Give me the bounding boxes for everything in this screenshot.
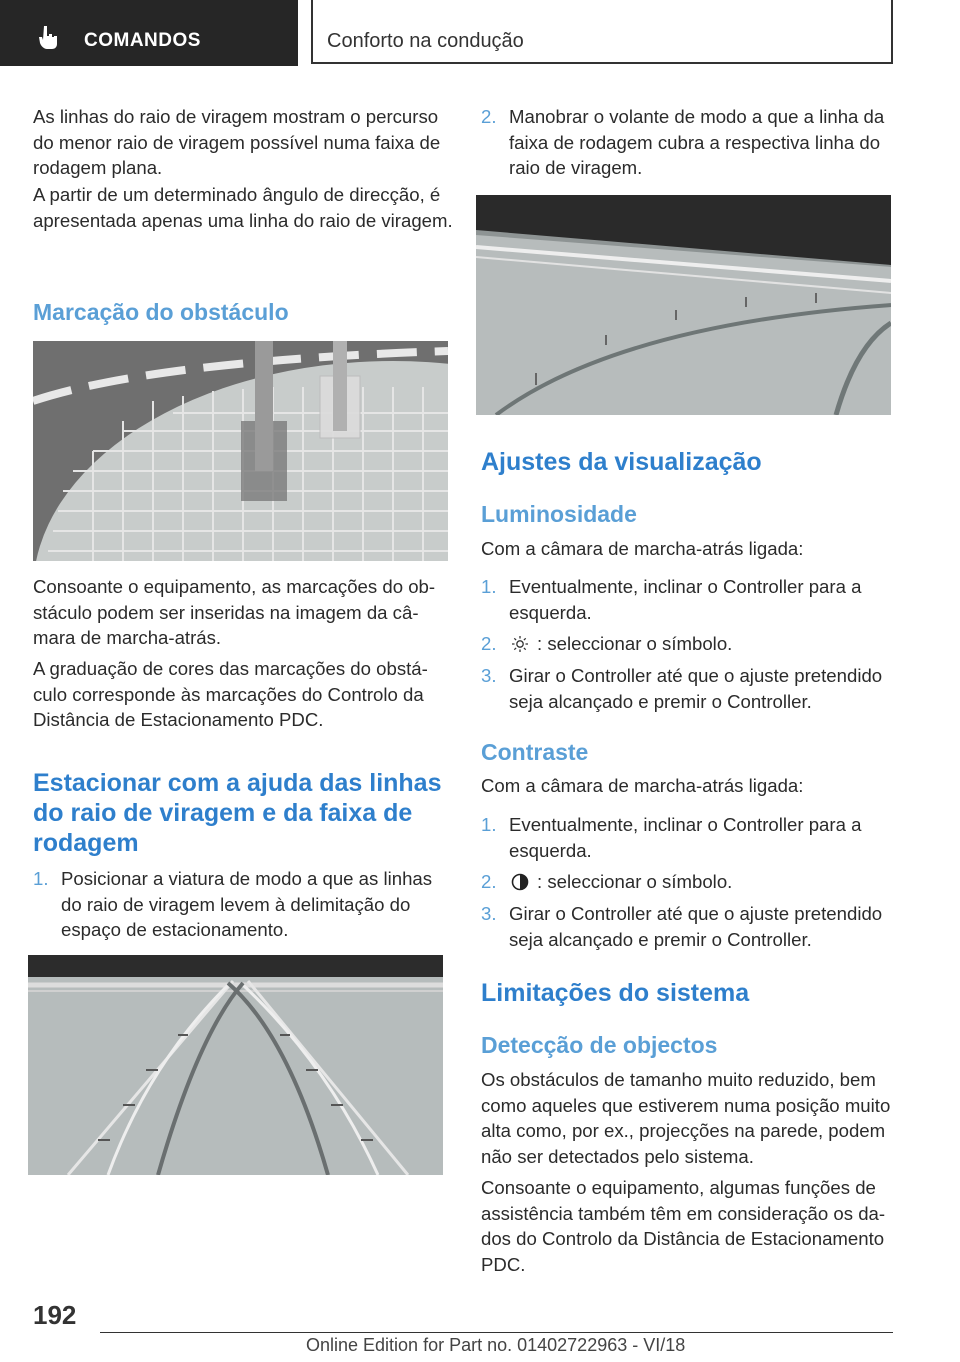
subheading-obstacle: Marcação do obstáculo (33, 299, 289, 325)
paragraph: Os obstáculos de tamanho muito reduzido, bem como aqueles que estiverem numa posição muito alta como, por ex., projecções na parede, podem não ser detectados pelo sistema. (481, 1069, 891, 1167)
paragraph: As linhas do raio de viragem mostram o percurso do menor raio de viragem possível numa faixa de rodagem plana. (33, 106, 441, 178)
sun-icon (511, 635, 529, 653)
chapter-label: COMANDOS (84, 30, 201, 51)
subheading-object-detection: Detecção de objectos (481, 1032, 718, 1058)
paragraph: A graduação de cores das marcações do obstáculo corresponde às marcações do Controlo da Distância de Estacionamento PDC. (33, 658, 428, 730)
paragraph: A partir de um determinado ângulo de direcção, é apresentada apenas uma linha do raio de viragem. (33, 184, 453, 231)
lane-alignment-image (476, 195, 891, 415)
chapter-tab (0, 0, 298, 66)
subheading-brightness: Luminosidade (481, 501, 637, 527)
hand-icon (38, 24, 60, 50)
obstacle-marking-image (33, 341, 448, 561)
section-header (311, 0, 893, 64)
paragraph: Com a câmara de marcha-atrás ligada: (481, 775, 804, 796)
contrast-icon (511, 873, 529, 891)
footer-divider (100, 1332, 893, 1333)
heading-parking: Estacionar com a ajuda das linhas do raio de viragem e da faixa de rodagem (33, 769, 442, 857)
turning-radius-lines-image (28, 955, 443, 1175)
subheading-contrast: Contraste (481, 739, 589, 765)
heading-system-limits: Limitações do sistema (481, 979, 750, 1007)
paragraph: Consoante o equipamento, as marcações do obstáculo podem ser inseridas na imagem da câmara de marcha-atrás. (33, 576, 436, 648)
edition-note: Online Edition for Part no. 01402722963 - VI/18 (306, 1335, 686, 1355)
heading-display-settings: Ajustes da visualização (481, 448, 762, 476)
page-number: 192 (33, 1300, 77, 1330)
section-title: Conforto na condução (327, 30, 524, 52)
paragraph: Consoante o equipamento, algumas funções de assistência também têm em consideração os dados do Controlo da Distância de Estacionamento PDC. (481, 1177, 886, 1275)
paragraph: Com a câmara de marcha-atrás ligada: (481, 538, 804, 559)
